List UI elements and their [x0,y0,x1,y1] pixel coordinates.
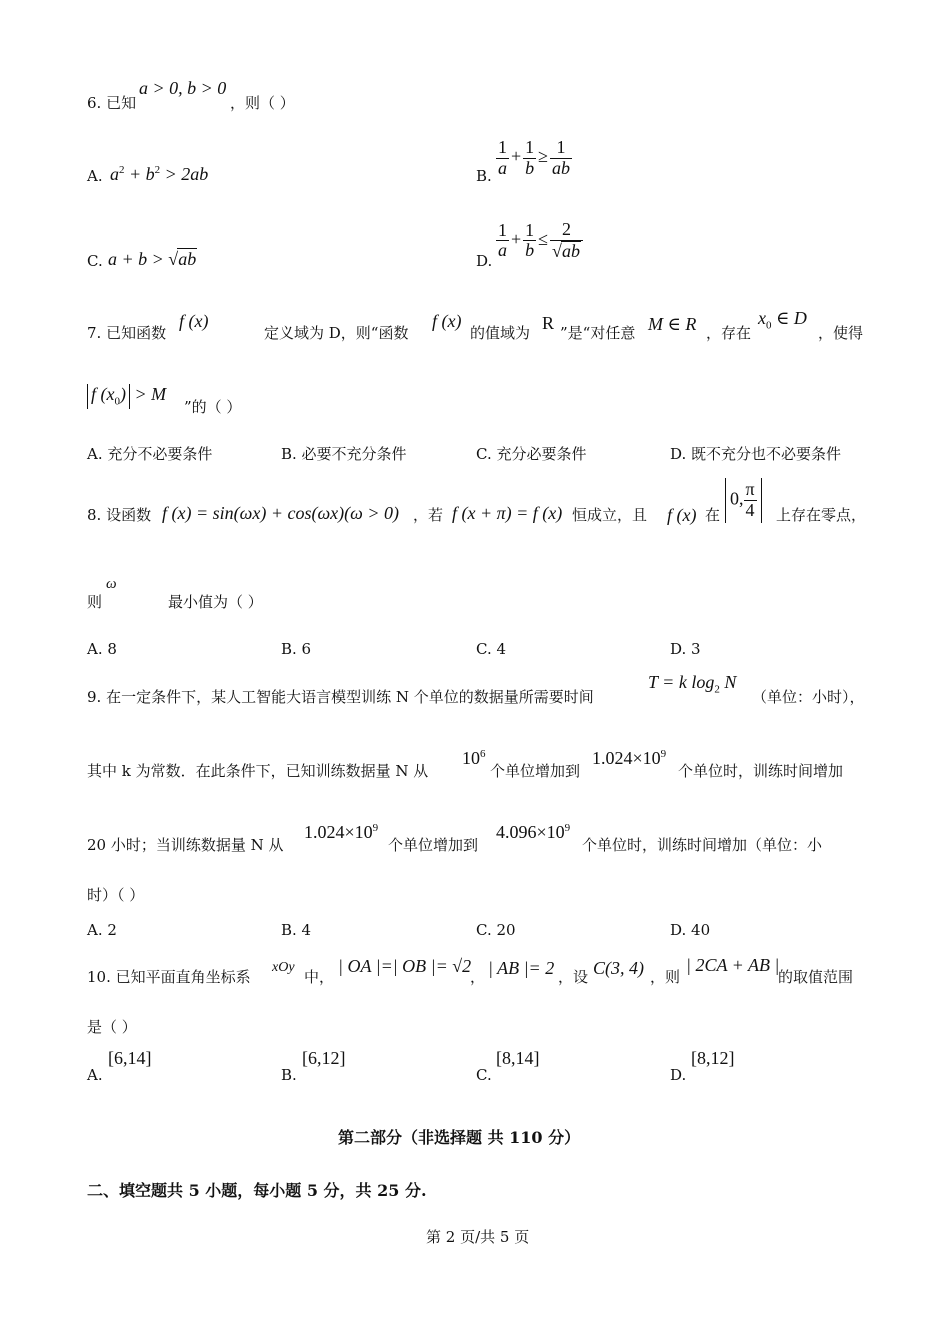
q8-f-x: f (x) [667,505,697,525]
q6-option-d-expr: $\frac{1}{a}$ + $\frac{1}{b}$ ≤ $\frac{2}{√ab}$ [496,220,583,262]
q10-condition-1: | OA |=| OB |= √2 [338,956,472,976]
q9-option-d: D. 40 [670,921,711,939]
q7-stem-5: ，存在 [706,324,752,342]
q10-stem-6: 的取值范围 [778,968,854,986]
q9-line2-a: 其中 k 为常数．在此条件下，已知训练数据量 N 从 [87,762,429,780]
q8-stem-3: 恒成立，且 [572,506,648,524]
q9-line2-c: 个单位时，训练时间增加 [678,762,844,780]
q7-stem-1: 7. 已知函数 [87,324,167,342]
q8-stem-1: 8. 设函数 [87,506,152,524]
q8-stem-7: 最小值为（ ） [168,593,263,611]
q10-option-a-label: A. [87,1066,103,1084]
q10-vector-expr: | 2CA + AB | [686,955,780,975]
q9-n3: $1.024\times 10^9$ [304,822,379,842]
q7-stem-2: 定义域为 D，则“函数 [264,324,409,342]
q8-option-a: A. 8 [87,640,117,658]
q9-formula: T = k $\log_2 N$ [648,672,737,696]
q7-x0-in-d: $x_0$ ∈ D [758,308,807,332]
q7-option-a: A. 充分不必要条件 [87,445,213,463]
q8-stem-2: ，若 [413,506,444,524]
q8-stem-6: 则 [87,593,103,611]
q9-n4: $4.096\times 10^9$ [496,822,571,842]
q10-condition-2: | AB |= 2 [488,958,555,978]
q7-option-d: D. 既不充分也不必要条件 [670,445,842,463]
q9-line4: 时）（ ） [87,886,145,904]
q10-point-c: C(3, 4) [593,958,644,978]
q7-m-in-r: M ∈ R [648,314,697,334]
q7-stem-4: ”是“对任意 [560,324,636,342]
q8-omega: ω [106,576,117,592]
q10-option-b-label: B. [281,1066,297,1084]
q10-option-d-value: [8,12] [691,1048,735,1068]
q8-option-c: C. 4 [476,640,507,658]
q7-f-x-2: f (x) [432,311,462,331]
q10-option-b-value: [6,12] [302,1048,346,1068]
q10-xoy: xOy [272,960,295,975]
q9-line3-b: 个单位增加到 [388,836,479,854]
q9-line2-b: 个单位增加到 [490,762,581,780]
q9-option-a: A. 2 [87,921,117,939]
q10-option-c-value: [8,14] [496,1048,540,1068]
q7-condition: f $(x_0) > M$ [87,384,166,409]
page-footer: 第 2 页/共 5 页 [426,1228,530,1246]
section-heading: 二、填空题共 5 小题，每小题 5 分，共 25 分. [87,1181,427,1200]
q10-stem-1: 10. 已知平面直角坐标系 [87,968,251,986]
q9-line3-c: 个单位时，训练时间增加（单位：小 [582,836,823,854]
q9-n1: $10^6$ [462,748,486,768]
q9-option-b: B. 4 [281,921,312,939]
q9-stem-2: （单位：小时）， [752,688,865,706]
q6-option-c-label: C. [87,252,103,270]
q8-stem-5: 上存在零点， [776,506,867,524]
q8-option-d: D. 3 [670,640,701,658]
q6-stem-suffix: ，则（ ） [230,94,295,112]
q8-interval: 0, $\frac{\pi}{4}$ [725,478,762,523]
q6-option-a-label: A. [87,167,103,185]
q6-option-b-expr: $\frac{1}{a}$ + $\frac{1}{b}$ ≥ $\frac{1}{ab}$ [498,137,571,178]
q9-line3-a: 20 小时；当训练数据量 N 从 [87,836,284,854]
q6-stem-prefix: 6. 已知 [87,94,137,112]
q6-option-b-label: B. [476,167,492,185]
q10-option-a-value: [6,14] [108,1048,152,1068]
q7-option-b: B. 必要不充分条件 [281,445,407,463]
q10-option-c-label: C. [476,1066,492,1084]
q8-period-condition: f (x + π) = f (x) [452,503,563,523]
q6-condition: a > 0, b > 0 [139,78,227,98]
q6-option-a-expr: $a^2 + b^2 > 2ab$ [110,164,209,184]
q6-option-d-label: D. [476,252,493,270]
q10-stem-5: ，则 [650,968,681,986]
q10-stem-3: ， [470,968,486,986]
part2-title: 第二部分（非选择题 共 110 分） [338,1128,581,1147]
q7-f-x: f (x) [179,311,209,331]
q7-stem-6: ，使得 [818,324,864,342]
q10-stem-7: 是（ ） [87,1018,137,1036]
q7-range-r: R [542,313,555,333]
q10-stem-2: 中， [304,968,335,986]
q10-stem-4: ，设 [558,968,589,986]
q9-n2: $1.024\times 10^9$ [592,748,667,768]
q8-function-def: f (x) = sin(ωx) + cos(ωx)(ω > 0) [162,503,399,523]
q10-option-d-label: D. [670,1066,687,1084]
q6-option-c-expr: a + b > √ab [108,249,197,269]
q7-stem-3: 的值域为 [470,324,531,342]
q7-option-c: C. 充分必要条件 [476,445,587,463]
q9-option-c: C. 20 [476,921,516,939]
q9-stem-1: 9. 在一定条件下，某人工智能大语言模型训练 N 个单位的数据量所需要时间 [87,688,594,706]
q8-option-b: B. 6 [281,640,312,658]
q7-stem-7: ”的（ ） [184,398,242,416]
q8-stem-4: 在 [705,506,721,524]
